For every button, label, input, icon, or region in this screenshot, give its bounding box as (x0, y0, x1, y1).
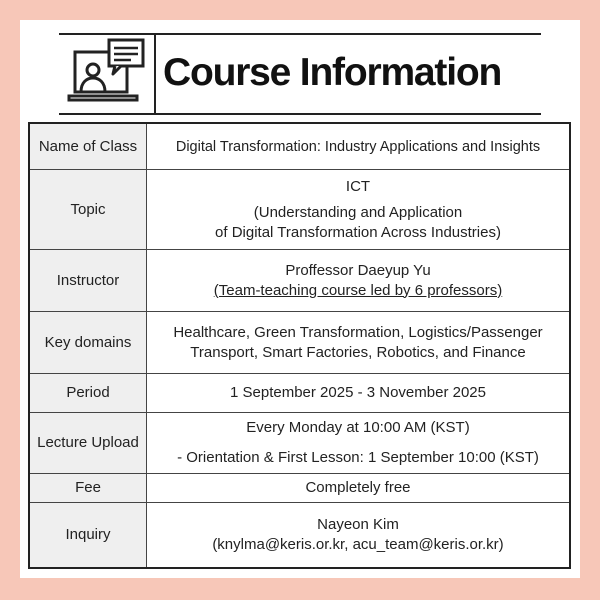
instructor-name: Proffessor Daeyup Yu (285, 261, 431, 279)
lecture-upload-line-2: - Orientation & First Lesson: 1 September 10:00 (KST) (177, 449, 539, 466)
course-info-card (20, 20, 580, 578)
key-domains-line-1: Healthcare, Green Transformation, Logistics/Passenger (173, 323, 543, 341)
label-topic: Topic (29, 170, 147, 250)
table-row-key-domains (29, 312, 570, 374)
label-fee: Fee (29, 474, 147, 503)
value-topic (147, 170, 571, 250)
value-key-domains (147, 312, 571, 374)
topic-line-2: (Understanding and Application (253, 203, 463, 221)
table-row-lecture-upload (29, 413, 570, 474)
instructor-note: (Team-teaching course led by 6 professors) (213, 281, 503, 299)
header (59, 33, 541, 115)
value-lecture-upload (147, 413, 571, 474)
value-name-of-class: Digital Transformation: Industry Applications and Insights (147, 123, 571, 170)
lecture-upload-line-1: Every Monday at 10:00 AM (KST) (246, 419, 470, 436)
table-row-name-of-class (29, 123, 570, 170)
page-title: Course Information (163, 51, 502, 94)
inquiry-emails: (knylma@keris.or.kr, acu_team@keris.or.kr) (212, 536, 504, 553)
key-domains-line-2: Transport, Smart Factories, Robotics, and Finance (190, 343, 526, 361)
label-key-domains: Key domains (29, 312, 147, 374)
label-name-of-class: Name of Class (29, 123, 147, 170)
laptop-presentation-icon (67, 38, 147, 110)
topic-line-1: ICT (345, 177, 371, 195)
label-inquiry: Inquiry (29, 503, 147, 569)
label-period: Period (29, 374, 147, 413)
header-icon-box (59, 35, 156, 113)
table-row-instructor (29, 250, 570, 312)
topic-line-3: of Digital Transformation Across Industries) (215, 223, 501, 241)
value-fee: Completely free (147, 474, 571, 503)
inquiry-contact-name: Nayeon Kim (317, 516, 399, 533)
course-info-table (28, 122, 571, 569)
value-period: 1 September 2025 - 3 November 2025 (147, 374, 571, 413)
value-instructor (147, 250, 571, 312)
value-inquiry (147, 503, 571, 569)
table-row-fee (29, 474, 570, 503)
label-instructor: Instructor (29, 250, 147, 312)
table-row-inquiry (29, 503, 570, 569)
table-row-topic (29, 170, 570, 250)
table-row-period (29, 374, 570, 413)
label-lecture-upload: Lecture Upload (29, 413, 147, 474)
